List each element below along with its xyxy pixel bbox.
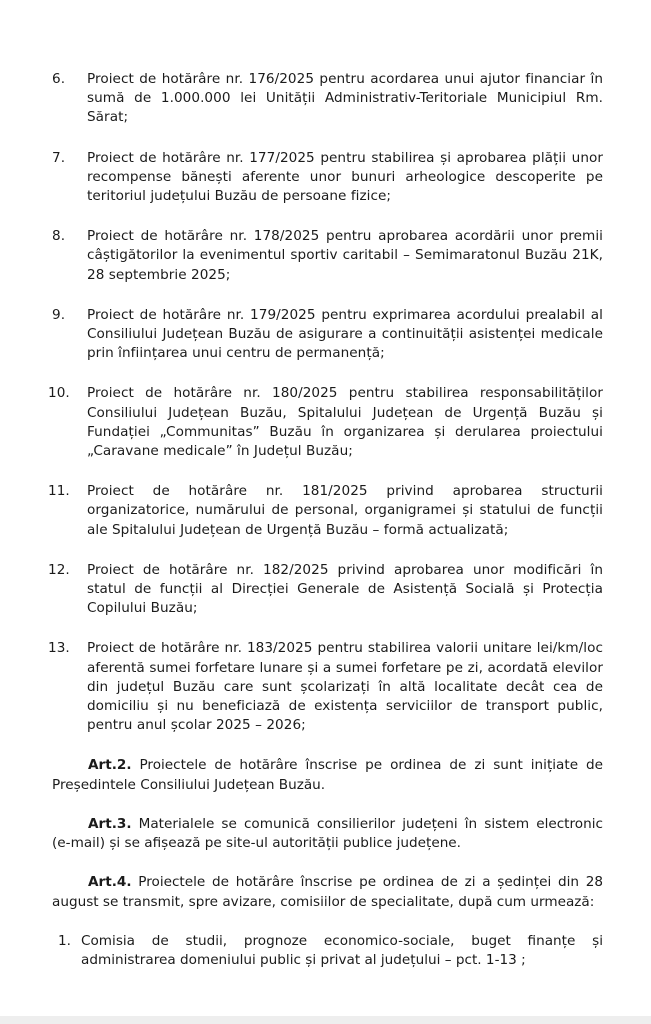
item-text: Proiect de hotărâre nr. 183/2025 pentru stabilirea valorii unitare lei/km/loc aferentă sumei forfetare lunare și a sumei forfetare pe zi, acordată elevilor din județul Buzău care sunt școlarizați în altă localitate decât cea de domiciliu și nu beneficiază de existența serviciilor de transport public, pentru anul școlar 2025 – 2026; xyxy=(87,640,603,734)
item-number: 13. xyxy=(48,640,70,657)
item-text: Proiect de hotărâre nr. 178/2025 pentru aprobarea acordării unor premii câștigătorilor la evenimentul sportiv caritabil – Semimaratonul Buzău 21K, 28 septembrie 2025; xyxy=(87,228,603,283)
agenda-item-12 xyxy=(0,561,603,619)
article-3 xyxy=(52,815,603,853)
agenda-item-7 xyxy=(0,149,603,207)
item-text: Proiect de hotărâre nr. 176/2025 pentru acordarea unui ajutor financiar în sumă de 1.000.000 lei Unității Administrativ-Teritoriale Municipiul Rm. Sărat; xyxy=(87,71,603,126)
agenda-item-8 xyxy=(0,227,603,285)
article-text: Proiectele de hotărâre înscrise pe ordinea de zi a ședinței din 28 august se transmit, spre avizare, comisiilor de specialitate, după cum urmează: xyxy=(52,874,604,910)
item-number: 12. xyxy=(48,561,70,578)
item-number: 10. xyxy=(48,385,70,402)
article-label: Art.2. xyxy=(88,757,132,774)
item-number: 6. xyxy=(52,71,66,87)
item-text: Proiect de hotărâre nr. 179/2025 pentru exprimarea acordului prealabil al Consiliului Județean Buzău de asigurare a continuității asistenței medicale prin înființarea unui centru de permanență; xyxy=(87,306,603,362)
item-text: Proiect de hotărâre nr. 180/2025 pentru stabilirea responsabilităților Consiliului Județean Buzău, Spitalului Județean de Urgență Buzău și Fundației „Communitas” Buzău în organizarea și derularea proiectului „Caravane medicale” în Județul Buzău; xyxy=(87,385,603,460)
agenda-item-9 xyxy=(0,306,603,364)
article-text: Materialele se comunică consilierilor județeni în sistem electronic (e-mail) și se afișează pe site-ul autorității publice județene. xyxy=(52,815,603,852)
item-text: Proiect de hotărâre nr. 182/2025 privind aprobarea unor modificări în statul de funcții al Direcției Generale de Asistență Socială și Protecția Copilului Buzău; xyxy=(87,561,603,617)
item-number: 8. xyxy=(52,228,66,245)
item-number: 7. xyxy=(52,149,66,166)
item-number: 1. xyxy=(58,932,71,949)
item-text: Proiect de hotărâre nr. 177/2025 pentru stabilirea și aprobarea plății unor recompense bănești aferente unor bunuri arheologice descoperite pe teritoriul județului Buzău de persoane fizice; xyxy=(87,149,603,205)
item-number: 9. xyxy=(52,306,66,323)
article-text: Proiectele de hotărâre înscrise pe ordinea de zi sunt inițiate de Președintele Consiliului Județean Buzău. xyxy=(52,757,604,793)
article-label: Art.4. xyxy=(88,874,132,891)
article-label: Art.3. xyxy=(88,815,132,832)
item-text: Comisia de studii, prognoze economico-sociale, buget finanțe și administrarea domeniului public și privat al județului – pct. 1-13 ; xyxy=(81,932,603,968)
item-text: Proiect de hotărâre nr. 181/2025 privind aprobarea structurii organizatorice, numărului de personal, organigramei și statului de funcții ale Spitalului Județean de Urgență Buzău – formă actualizată; xyxy=(87,483,603,538)
item-number: 11. xyxy=(48,483,70,500)
agenda-item-6 xyxy=(0,70,603,128)
article-4 xyxy=(52,873,603,911)
agenda-item-11 xyxy=(0,482,603,540)
agenda-item-13 xyxy=(0,639,603,735)
document-body xyxy=(0,70,651,970)
article-2 xyxy=(52,756,603,794)
commission-item-1 xyxy=(0,932,603,970)
agenda-item-10 xyxy=(0,384,603,461)
page-bottom-edge xyxy=(0,1016,651,1024)
